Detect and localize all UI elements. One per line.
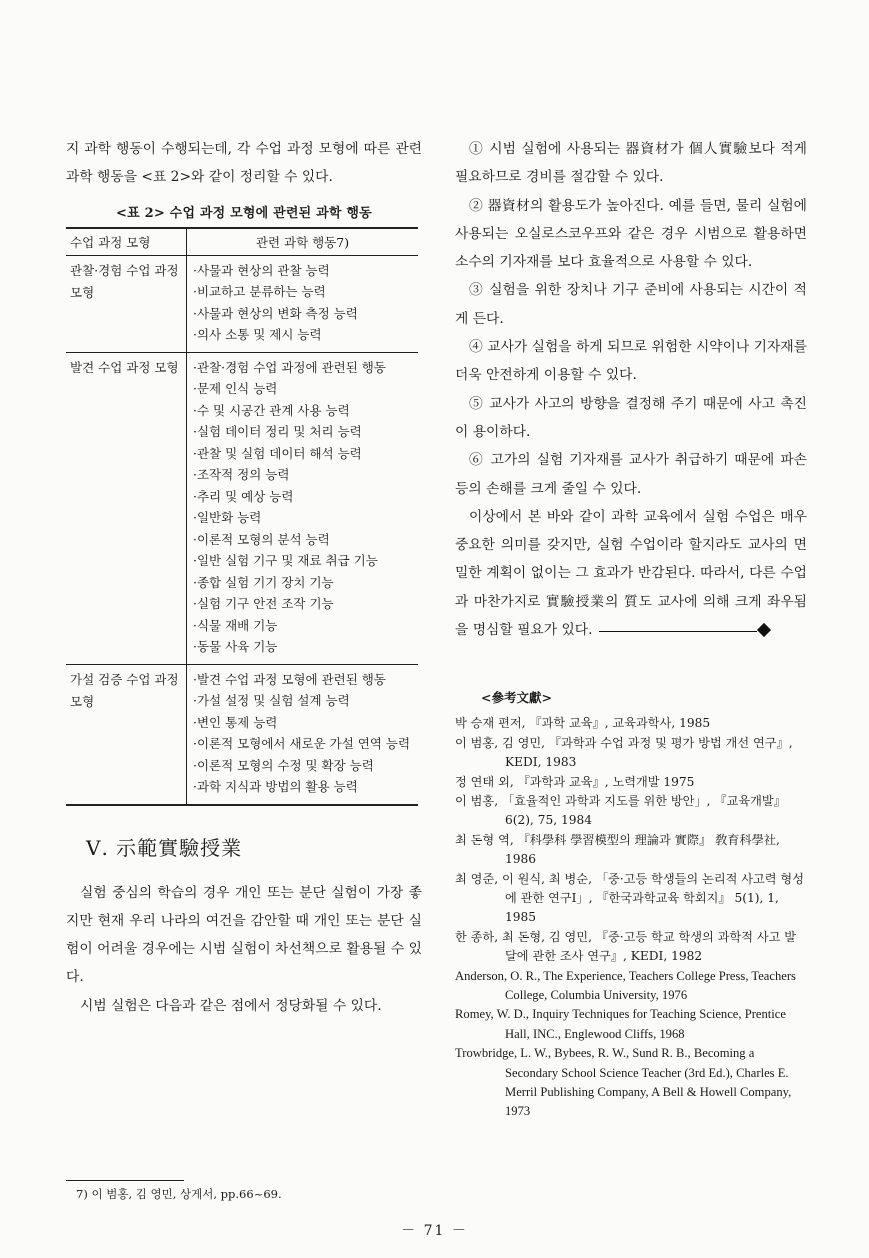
table-cell-behaviors	[187, 664, 419, 805]
behavior-item: ·일반 실험 기구 및 재료 취급 기능	[193, 553, 378, 569]
behavior-item: ·식물 재배 기능	[193, 617, 278, 633]
reference-item-en: Romey, W. D., Inquiry Techniques for Teaching Science, Prentice Hall, INC., Englewood Cliffs, 1968	[455, 1007, 786, 1041]
behavior-item: ·이론적 모형에서 새로운 가설 연역 능력	[193, 736, 411, 752]
references-list	[455, 714, 807, 1122]
reference-item-en: Trowbridge, L. W., Bybees, R. W., Sund R. B., Becoming a Secondary School Science Teacher (3rd Ed.), Charles E. Merril Publishing Company, A Bell & Howell Company, 1973	[455, 1046, 792, 1119]
right-column	[455, 135, 807, 1122]
behavior-item: ·발견 수업 과정 모형에 관련된 행동	[193, 671, 386, 687]
behavior-item: ·비교하고 분류하는 능력	[193, 284, 326, 300]
behavior-item: ·관찰 및 실험 데이터 해석 능력	[193, 445, 362, 461]
reference-item: 이 범홍, 「효율적인 과학과 지도를 위한 방안」, 『교육개발』 6(2), 75, 1984	[455, 793, 786, 828]
behavior-item: ·조작적 정의 능력	[193, 467, 290, 483]
science-behavior-table	[66, 227, 418, 806]
table-header-behavior: 관련 과학 행동7)	[187, 228, 419, 256]
behavior-item: ·동물 사육 기능	[193, 639, 278, 655]
footnote-rule	[66, 1180, 184, 1181]
table-cell-behaviors	[187, 352, 419, 664]
conclusion-paragraph	[455, 503, 807, 644]
references-heading: <參考文獻>	[481, 690, 552, 706]
behavior-item: ·의사 소통 및 제시 능력	[193, 327, 322, 343]
table-caption: <표 2> 수업 과정 모형에 관련된 과학 행동	[116, 205, 372, 221]
behavior-item: ·수 및 시공간 관계 사용 능력	[193, 402, 350, 418]
justification-point: ⑤ 교사가 사고의 방향을 결정해 주기 때문에 사고 촉진이 용이하다.	[455, 395, 807, 440]
reference-item: 박 승재 편저, 『과학 교육』, 교육과학사, 1985	[455, 716, 711, 731]
footnote: 7) 이 범홍, 김 영민, 상게서, pp.66~69.	[76, 1187, 282, 1201]
justification-points	[455, 135, 807, 503]
section-paragraph-1: 실험 중심의 학습의 경우 개인 또는 분단 실험이 가장 좋지만 현재 우리 나라의 여건을 감안할 때 개인 또는 분단 실험이 어려울 경우에는 시범 실험이 차선책으로 활용될 수 있다.	[66, 884, 422, 986]
end-mark-icon	[599, 624, 769, 638]
table-cell-model: 관찰·경험 수업 과정 모형	[66, 255, 187, 352]
intro-paragraph: 지 과학 행동이 수행되는데, 각 수업 과정 모형에 따른 관련 과학 행동을 <표 2>와 같이 정리할 수 있다.	[66, 141, 422, 186]
section-heading: Ⅴ. 示範實驗授業	[86, 835, 243, 860]
table-row	[66, 664, 418, 805]
page-number: － 71 －	[401, 1223, 468, 1239]
reference-item: 정 연태 외, 『과학과 교육』, 노력개발 1975	[455, 774, 695, 789]
behavior-item: ·관찰·경험 수업 과정에 관련된 행동	[193, 359, 386, 375]
behavior-item: ·실험 데이터 정리 및 처리 능력	[193, 424, 362, 440]
behavior-item: ·과학 지식과 방법의 활용 능력	[193, 779, 358, 795]
behavior-item: ·변인 통제 능력	[193, 714, 278, 730]
reference-item: 최 영준, 이 원식, 최 병순, 「중·고등 학생들의 논리적 사고력 형성에 관한 연구Ⅰ」, 『한국과학교육 학회지』 5(1), 1, 1985	[455, 871, 804, 925]
behavior-item: ·사물과 현상의 관찰 능력	[193, 262, 330, 278]
behavior-item: ·이론적 모형의 수정 및 확장 능력	[193, 757, 374, 773]
behavior-item: ·가설 설정 및 실험 설계 능력	[193, 693, 350, 709]
table-row	[66, 352, 418, 664]
behavior-item: ·이론적 모형의 분석 능력	[193, 531, 330, 547]
reference-item: 이 범홍, 김 영민, 『과학과 수업 과정 및 평가 방법 개선 연구』, KEDI, 1983	[455, 735, 793, 770]
conclusion-text: 이상에서 본 바와 같이 과학 교육에서 실험 수업은 매우 중요한 의미를 갖지만, 실험 수업이라 할지라도 교사의 면밀한 계획이 없이는 그 효과가 반감된다. 따라서, 다른 수업과 마찬가지로 實驗授業의 質도 교사에 의해 크게 좌우됨을 명심할 필요가 있다.	[455, 508, 807, 639]
justification-point: ④ 교사가 실험을 하게 되므로 위험한 시약이나 기자재를 더욱 안전하게 이용할 수 있다.	[455, 339, 807, 384]
table-cell-model: 발견 수업 과정 모형	[66, 352, 187, 664]
behavior-item: ·추리 및 예상 능력	[193, 488, 294, 504]
behavior-item: ·종합 실험 기기 장치 기능	[193, 574, 334, 590]
justification-point: ② 器資材의 활용도가 높아진다. 예를 들면, 물리 실험에 사용되는 오실로스코우프와 같은 경우 시범으로 활용하면 소수의 기자재를 보다 효율적으로 사용할 수 있다.	[455, 197, 807, 271]
table-header-model: 수업 과정 모형	[66, 228, 187, 256]
reference-item-en: Anderson, O. R., The Experience, Teachers College Press, Teachers College, Columbia University, 1976	[455, 968, 796, 1003]
table-row	[66, 255, 418, 352]
reference-item: 최 돈형 역, 『科學科 學習模型의 理論과 實際』 敎育科學社, 1986	[455, 832, 780, 867]
table-cell-behaviors	[187, 255, 419, 352]
left-column	[66, 135, 422, 1020]
justification-point: ③ 실험을 위한 장치나 기구 준비에 사용되는 시간이 적게 든다.	[455, 282, 807, 327]
behavior-item: ·문제 인식 능력	[193, 381, 278, 397]
behavior-item: ·사물과 현상의 변화 측정 능력	[193, 305, 358, 321]
justification-point: ① 시범 실험에 사용되는 器資材가 個人實驗보다 적게 필요하므로 경비를 절감할 수 있다.	[455, 141, 807, 186]
justification-point: ⑥ 고가의 실험 기자재를 교사가 취급하기 때문에 파손 등의 손해를 크게 줄일 수 있다.	[455, 452, 807, 497]
behavior-item: ·실험 기구 안전 조작 기능	[193, 596, 334, 612]
behavior-item: ·일반화 능력	[193, 510, 262, 526]
section-paragraph-2: 시범 실험은 다음과 같은 점에서 정당화될 수 있다.	[80, 997, 382, 1014]
reference-item: 한 종하, 최 돈형, 김 영민, 『중·고등 학교 학생의 과학적 사고 발달에 관한 조사 연구』, KEDI, 1982	[455, 929, 797, 964]
table-cell-model: 가설 검증 수업 과정 모형	[66, 664, 187, 805]
